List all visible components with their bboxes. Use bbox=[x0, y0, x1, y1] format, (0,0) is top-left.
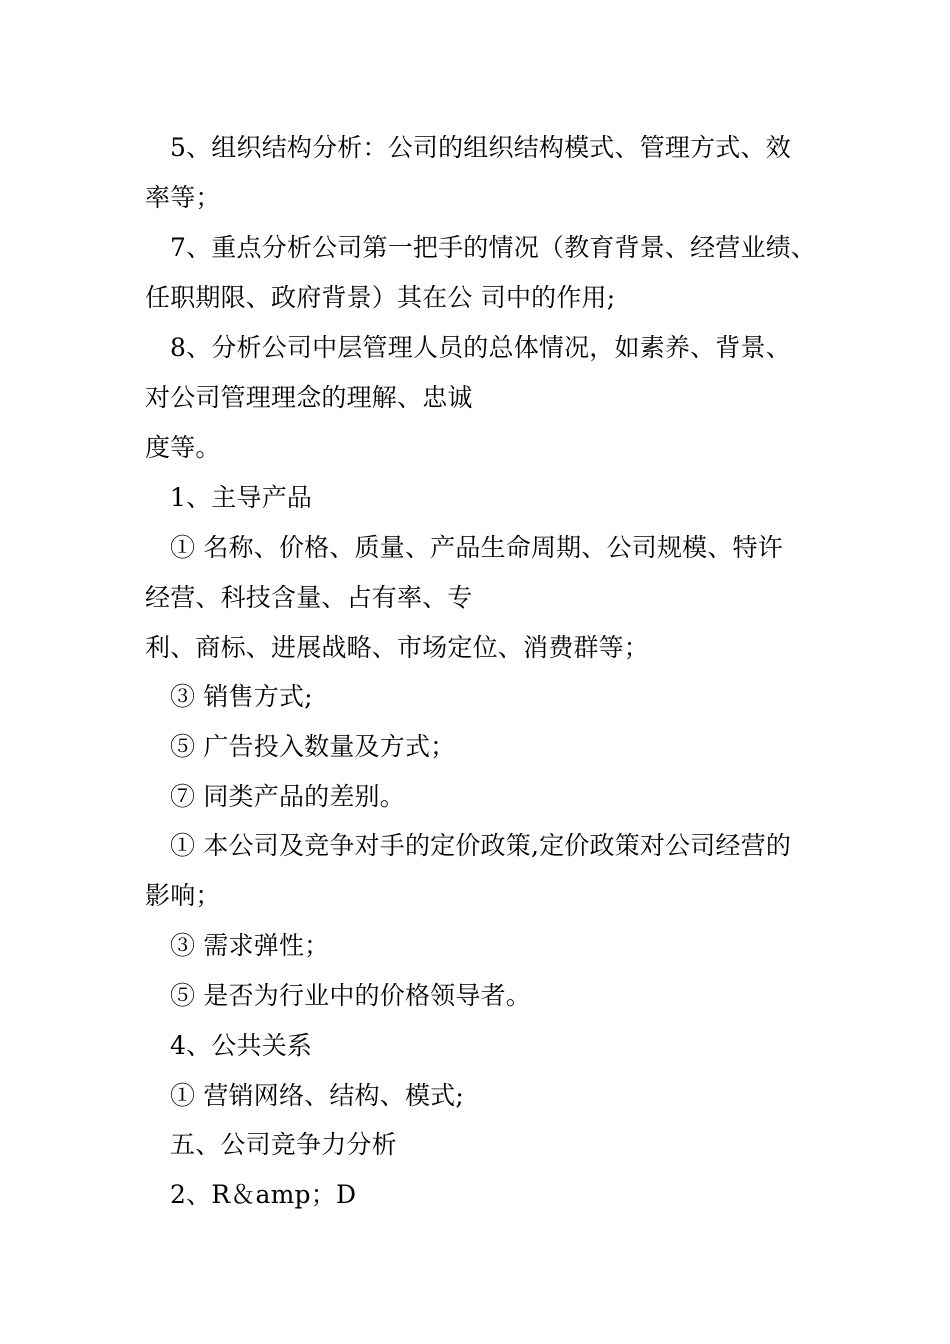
text-line: 4、公共关系 bbox=[170, 1031, 313, 1060]
text-line: 7、重点分析公司第一把手的情况（教育背景、经营业绩、 bbox=[170, 233, 817, 262]
text-line: 任职期限、政府背景）其在公 司中的作用; bbox=[145, 283, 616, 312]
text-line: 五、公司竞争力分析 bbox=[170, 1130, 397, 1159]
text-line: 经营、科技含量、占有率、专 bbox=[145, 583, 473, 612]
text-line: ① 本公司及竞争对手的定价政策,定价政策对公司经营的 bbox=[170, 831, 792, 860]
text-line: 对公司管理理念的理解、忠诚 bbox=[145, 383, 473, 412]
text-line: ③ 销售方式; bbox=[170, 682, 313, 711]
text-line: 8、分析公司中层管理人员的总体情况，如素养、背景、 bbox=[170, 333, 791, 362]
text-line: ⑤ 是否为行业中的价格领导者。 bbox=[170, 981, 531, 1010]
text-line: 影响； bbox=[145, 881, 221, 910]
text-line: ⑤ 广告投入数量及方式； bbox=[170, 732, 456, 761]
text-line: ① 营销网络、结构、模式; bbox=[170, 1081, 464, 1110]
text-line: ① 名称、价格、质量、产品生命周期、公司规模、特许 bbox=[170, 533, 783, 562]
text-line: 利、商标、进展战略、市场定位、消费群等； bbox=[145, 633, 650, 662]
text-line: 1、主导产品 bbox=[170, 483, 313, 512]
text-line: 率等； bbox=[145, 183, 221, 212]
text-line: 2、R＆amp；D bbox=[170, 1180, 357, 1209]
text-line: 5、组织结构分析：公司的组织结构模式、管理方式、效 bbox=[170, 133, 791, 162]
text-line: ③ 需求弹性； bbox=[170, 931, 330, 960]
text-line: 度等。 bbox=[145, 433, 221, 462]
text-line: ⑦ 同类产品的差别。 bbox=[170, 782, 405, 811]
